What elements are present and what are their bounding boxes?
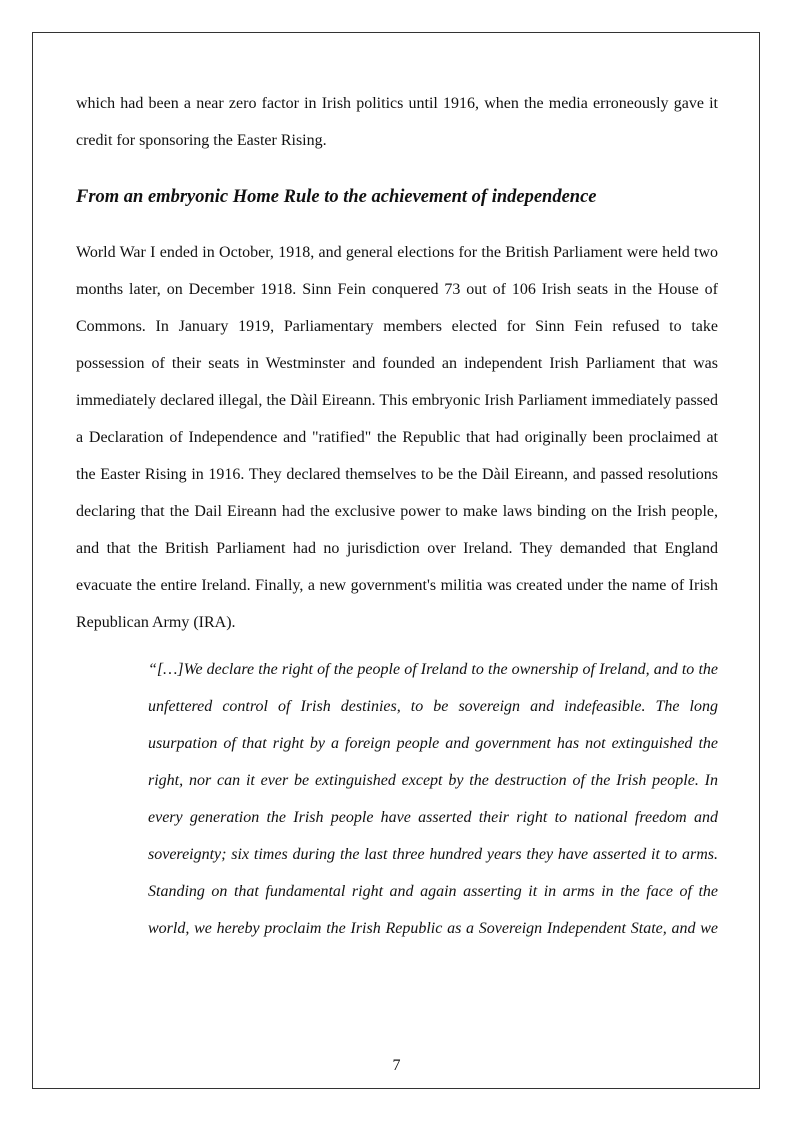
continuation-paragraph: which had been a near zero factor in Irish politics until 1916, when the media erroneously gave it credit for sponsoring the Easter Rising.	[76, 95, 718, 149]
block-quote: “[…]We declare the right of the people of Ireland to the ownership of Ireland, and to the unfettered control of Irish destinies, to be sovereign and indefeasible. The long usurpation of that right by a foreign people and government has not extinguished the right, nor can it ever be extinguished except by the destruction of the Irish people. In every generation the Irish people have asserted their right to national freedom and sovereignty; six times during the last three hundred years they have asserted it to arms. Standing on that fundamental right and again asserting it in arms in the face of the world, we hereby proclaim the Irish Republic as a Sovereign Independent State, and we	[148, 661, 718, 937]
document-body	[76, 85, 718, 947]
page-number: 7	[392, 1057, 401, 1074]
section-heading: From an embryonic Home Rule to the achievement of independence	[76, 187, 597, 207]
body-paragraph: World War I ended in October, 1918, and general elections for the British Parliament were held two months later, on December 1918. Sinn Fein conquered 73 out of 106 Irish seats in the House of Commons. In January 1919, Parliamentary members elected for Sinn Fein refused to take possession of their seats in Westminster and founded an independent Irish Parliament that was immediately declared illegal, the Dàil Eireann. This embryonic Irish Parliament immediately passed a Declaration of Independence and "ratified" the Republic that had originally been proclaimed at the Easter Rising in 1916. They declared themselves to be the Dàil Eireann, and passed resolutions declaring that the Dail Eireann had the exclusive power to make laws binding on the Irish people, and that the British Parliament had no jurisdiction over Ireland. They demanded that England evacuate the entire Ireland. Finally, a new government's militia was created under the name of Irish Republican Army (IRA).	[76, 244, 718, 631]
